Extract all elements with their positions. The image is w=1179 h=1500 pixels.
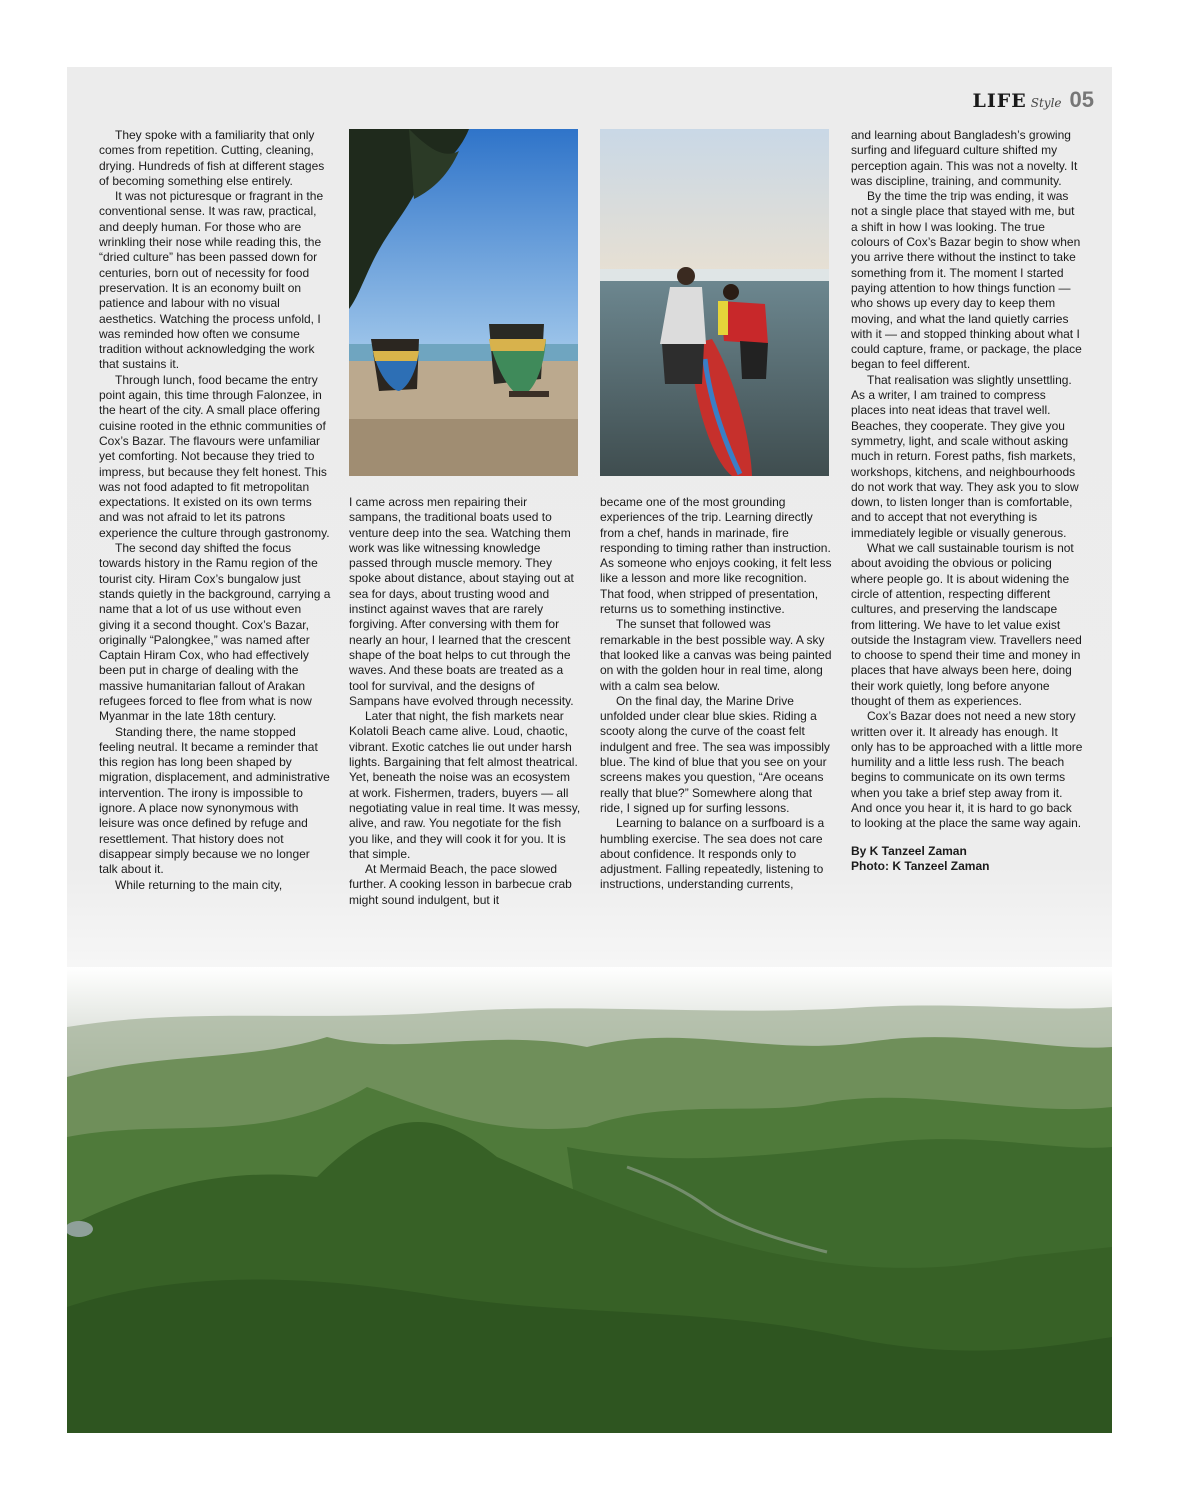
paragraph: Learning to balance on a surfboard is a humbling exercise. The sea does not care about confidence. It responds only to adjustment. Falling repeatedly, listening to instructions, understanding currents, xyxy=(600,816,825,892)
paragraph: became one of the most grounding experiences of the trip. Learning directly from a chef, hands in marinade, fire responding to timing rather than instruction. As someone who enjoys cooking, it felt less like a lesson and more like recognition. That food, when stripped of presentation, returns us to something instinctive. xyxy=(600,495,832,617)
paragraph: Later that night, the fish markets near Kolatoli Beach came alive. Loud, chaotic, vibrant. Exotic catches lie out under harsh lights. Bargaining that felt almost theatrical. Yet, beneath the noise was an ecosystem at work. Fishermen, traders, buyers — all negotiating value in real time. It was messy, alive, and raw. You negotiate for the fish you like, and they will cook it for you. It is that simple. xyxy=(349,709,581,861)
magazine-page xyxy=(67,67,1112,1433)
masthead xyxy=(973,87,1094,113)
paragraph: Through lunch, food became the entry point again, this time through Falonzee, in the heart of the city. A small place offering cuisine rooted in the ethnic communities of Cox’s Bazar. The flavours were unfamiliar yet comforting. Not because they tried to impress, but because they felt honest. This was not food adapted to fit metropolitan expectations. It existed on its own terms and was not afraid to let its patrons experience the culture through gastronomy. xyxy=(99,372,330,540)
paragraph: By the time the trip was ending, it was not a single place that stayed with me, but a shift in how I was looking. The true colours of Cox’s Bazar begin to show when you arrive there without the instinct to take something from it. The moment I started paying attention to how things function — who shows up every day to keep them moving, and what the land quietly carries with it — and stopped thinking about what I could capture, frame, or package, the place began to feel different. xyxy=(851,189,1082,372)
paragraph: On the final day, the Marine Drive unfolded under clear blue skies. Riding a scooty along the curve of the coast felt indulgent and free. The sea was impossibly blue. The kind of blue that you see on your screens makes you question, “Are oceans really that blue?” Somewhere along that ride, I signed up for surfing lessons. xyxy=(600,693,830,815)
paragraph: I came across men repairing their sampans, the traditional boats used to venture deep into the sea. Watching them work was like witnessing knowledge passed through muscle memory. They spoke about distance, about staying out at sea for days, about trusting wood and instinct against waves that are rarely forgiving. After conversing with them for nearly an hour, I learned that the crescent shape of the boat helps to cut through the waves. And these boats are treated as a tool for survival, and the designs of Sampans have evolved through necessity. xyxy=(349,495,574,708)
article-column-4 xyxy=(851,128,1083,874)
paragraph: While returning to the main city, xyxy=(115,877,283,892)
masthead-life-logo: LIFE xyxy=(972,90,1027,112)
forest-hills-photo xyxy=(67,967,1112,1433)
paragraph: and learning about Bangladesh’s growing surfing and lifeguard culture shifted my perception again. This was not a novelty. It was discipline, training, and community. xyxy=(851,128,1078,188)
paragraph: The second day shifted the focus towards history in the Ramu region of the tourist city. Hiram Cox’s bungalow just stands quietly in the background, carrying a name that a lot of us use without even giving it a second thought. Cox’s Bazar, originally “Palongkee,” was named after Captain Hiram Cox, who had effectively been put in charge of dealing with the massive humanitarian fallout of Arakan refugees forced to flee from what is now Myanmar in the late 18th century. xyxy=(99,541,331,724)
paragraph: That realisation was slightly unsettling. As a writer, I am trained to compress places into neat ideas that travel well. Beaches, they cooperate. They give you symmetry, light, and scale without asking much in return. Forest paths, fish markets, workshops, kitchens, and neighbourhoods do not work that way. They ask you to slow down, to listen longer than is comfortable, and to accept that not everything is immediately legible or visually generous. xyxy=(851,372,1079,540)
photo-credit: Photo: K Tanzeel Zaman xyxy=(851,858,990,873)
paragraph: At Mermaid Beach, the pace slowed further. A cooking lesson in barbecue crab might sound indulgent, but it xyxy=(349,862,572,907)
page-number: 05 xyxy=(1069,87,1094,112)
surf-lesson-photo xyxy=(600,129,829,476)
article-column-3 xyxy=(600,495,832,893)
article-column-1 xyxy=(99,128,331,893)
paragraph: What we call sustainable tourism is not about avoiding the obvious or policing where people go. It is about widening the circle of attention, respecting different cultures, and preserving the landscape from littering. We have to let value exist outside the Instagram view. Travellers need to choose to spend their time and money in places that have always been here, doing their work quietly, long before anyone thought of them as experiences. xyxy=(851,541,1082,708)
paragraph: Standing there, the name stopped feeling neutral. It became a reminder that this region has long been shaped by migration, displacement, and administrative intervention. The irony is impossible to ignore. A place now synonymous with leisure was once defined by refuge and resettlement. That history does not disappear simply because we no longer talk about it. xyxy=(99,724,330,877)
paragraph: The sunset that followed was remarkable in the best possible way. A sky that looked like a canvas was being painted on with the golden hour in real time, along with a calm sea below. xyxy=(600,617,832,693)
paragraph: They spoke with a familiarity that only comes from repetition. Cutting, cleaning, drying. Hundreds of fish at different stages of becoming something else entirely. xyxy=(99,128,325,188)
byline: By K Tanzeel Zaman xyxy=(851,843,967,858)
masthead-style-logo: Style xyxy=(1030,96,1062,110)
article-column-2 xyxy=(349,495,581,908)
paragraph: Cox’s Bazar does not need a new story written over it. It already has enough. It only has to be approached with a little more humility and a little less rush. The beach begins to communicate on its own terms when you take a brief step away from it. And once you hear it, it is hard to go back to looking at the place the same way again. xyxy=(851,709,1083,831)
paragraph: It was not picturesque or fragrant in the conventional sense. It was raw, practical, and deeply human. For those who are wrinkling their nose while reading this, the “dried culture” has been passed down for centuries, born out of necessity for food preservation. It is an economy built on patience and labour with no visual aesthetics. Watching the process unfold, I was reminded how often we consume tradition without acknowledging the work that sustains it. xyxy=(99,189,324,372)
beach-boats-photo xyxy=(349,129,578,476)
